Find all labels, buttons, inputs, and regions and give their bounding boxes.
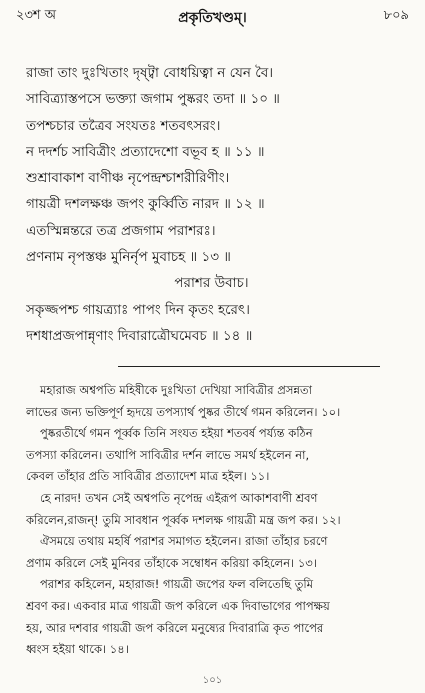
page-number: ৮০৯ [383, 8, 409, 23]
verse-line: এতস্মিন্নন্তরে তত্র প্রজগাম পরাশরঃ। [26, 222, 216, 239]
section-divider [118, 366, 380, 367]
chapter-number: ২৩শ অ [16, 8, 56, 23]
commentary-line: লাভের জন্য ভক্তিপূর্ণ হৃদয়ে তপস্যার্থ পুষ্কর তীর্থে গমন করিলেন। ১০। [26, 404, 341, 419]
verse-line: রাজা তাং দুঃখিতাং দৃষ্ট্বা বোধয়িত্বা ন যেন বৈ। [26, 65, 274, 81]
bengali-commentary [26, 380, 413, 661]
verse-line: প্রণনাম নৃপস্তঞ্চ মুনির্নৃপ মুবাচহ ॥ ১৩ ॥ [26, 249, 231, 266]
page-header [16, 6, 409, 32]
verse-line: দশধাপ্রজপান্নৃণাং দিবারাত্রৌঘমেবচ ॥ ১৪ ॥ [26, 327, 253, 344]
commentary-line: কেবল তাঁহার প্রতি সাবিত্রীর প্রত্যাদেশ মাত্র হইল। ১১। [26, 469, 270, 484]
verse-line: তপশ্চচার তত্রৈব সংযতঃ শতবৎসরং। [26, 117, 221, 134]
commentary-line: ধ্বংস হইয়া থাকে। ১৪। [26, 642, 129, 657]
verse-line: গায়ত্রী দশলক্ষঞ্চ জপং কুর্ব্বিতি নারদ ॥ ১২ ॥ [26, 196, 265, 213]
commentary-line: শ্রবণ কর। একবার মাত্র গায়ত্রী জপ করিলে এক দিবাভাগের পাপক্ষয় [26, 598, 330, 613]
commentary-line: প্রণাম করিলে সেই মুনিবর তাঁহাকে সম্বোধন করিয়া কহিলেন। ১৩। [26, 555, 317, 570]
verse-line: ন দদর্শচ সাবিত্রীং প্রত্যাদেশো বভূব হ ॥ ১১ ॥ [26, 143, 265, 160]
commentary-line: মহারাজ অশ্বপতি মহিষীকে দুঃখিতা দেখিয়া সাবিত্রীর প্রসন্নতা [40, 383, 312, 397]
commentary-line: হয়, আর দশবার গায়ত্রী জপ করিলে মনুষ্যের দিবারাত্রি কৃত পাপের [26, 620, 324, 635]
verse-line: শুশ্রাবাকাশ বাণীঞ্চ নৃপেন্দ্রশ্চাশরীরিণীং। [26, 170, 230, 187]
sanskrit-verses [26, 60, 405, 349]
verse-line: সাবিত্র্যাস্তপসে ভক্ত্যা জগাম পুষ্করং তদা ॥ ১০ ॥ [26, 91, 280, 108]
speaker-heading: পরাশর উবাচ। [174, 275, 249, 292]
commentary-line: পুষ্করতীর্থে গমন পূর্ব্বক তিনি সংযত হইয়া শতবর্ষ পর্য্যন্ত কঠিন [40, 426, 313, 441]
commentary-line: তপস্যা করিলেন। তথাপি সাবিত্রীর দর্শন লাভে সমর্থ হইলেন না, [26, 447, 310, 462]
footer-mark: ১০১ [202, 675, 223, 686]
verse-line: সকৃজ্জপশ্চ গায়ত্র্যাঃ পাপং দিন কৃতং হরেৎ। [26, 301, 250, 318]
commentary-line: পরাশর কহিলেন, মহারাজ! গায়ত্রী জপের ফল বলিতেছি তুমি [40, 577, 314, 592]
commentary-line: হে নারদ! তখন সেই অশ্বপতি নৃপেন্দ্র এইরূপ আকাশবাণী শ্রবণ [40, 490, 318, 505]
commentary-line: ঐসময়ে তথায় মহর্ষি পরাশর সমাগত হইলেন। রাজা তাঁহার চরণে [40, 534, 328, 549]
commentary-line: করিলেন,রাজন্! তুমি সাবধান পূর্ব্বক দশলক্ষ গায়ত্রী মন্ত্র জপ কর। ১২। [26, 512, 341, 527]
running-title: প্রকৃতিখণ্ডম্। [178, 10, 247, 26]
